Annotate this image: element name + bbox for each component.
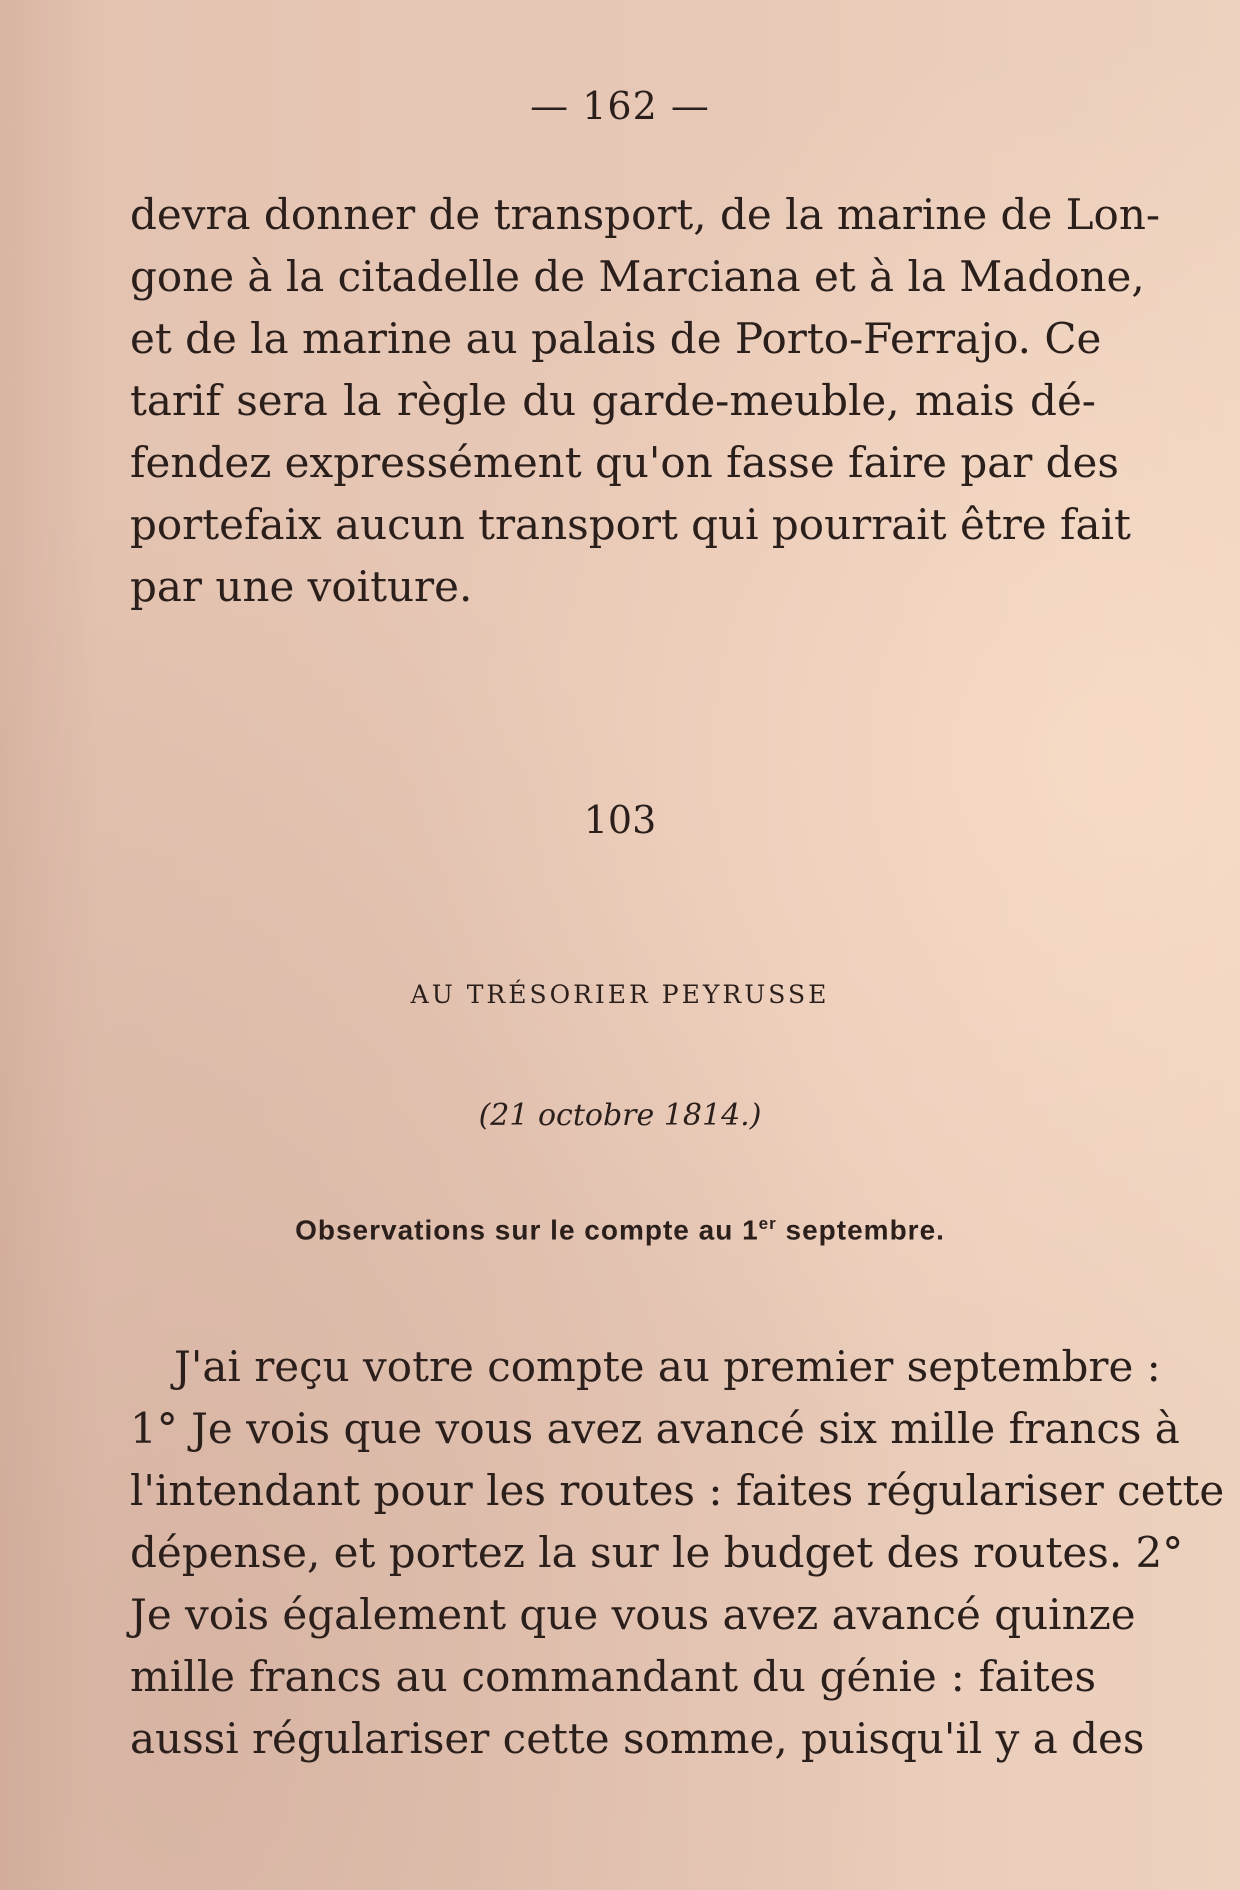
text-line: l'intendant pour les routes : faites régulariser cette (130, 1466, 1225, 1515)
text-line: fendez expressément qu'on fasse faire par des (130, 438, 1119, 487)
subject-ordinal: er (758, 1214, 777, 1233)
text-line: aussi régulariser cette somme, puisqu'il y a des (130, 1714, 1145, 1763)
continued-paragraph (130, 184, 1161, 618)
letter-subject (0, 1214, 1240, 1246)
letter-recipient: AU TRÉSORIER PEYRUSSE (410, 980, 830, 1009)
text-line: Je vois également que vous avez avancé quinze (130, 1590, 1136, 1639)
text-line: 1° Je vois que vous avez avancé six mille francs à (130, 1404, 1180, 1453)
text-line: et de la marine au palais de Porto-Ferrajo. Ce (130, 314, 1102, 363)
text-line: J'ai reçu votre compte au premier septembre : (174, 1342, 1161, 1391)
text-line: portefaix aucun transport qui pourrait être fait (130, 500, 1131, 549)
text-line: tarif sera la règle du garde-meuble, mais dé- (130, 376, 1096, 425)
text-line: par une voiture. (130, 562, 473, 611)
text-line: dépense, et portez la sur le budget des routes. 2° (130, 1528, 1184, 1577)
text-line: devra donner de transport, de la marine de Lon- (130, 190, 1161, 239)
subject-text-end: septembre. (776, 1214, 945, 1246)
text-line: mille francs au commandant du génie : faites (130, 1652, 1096, 1701)
letter-number: 103 (583, 798, 657, 842)
letter-date: (21 octobre 1814.) (478, 1098, 762, 1133)
page-number: — 162 — (530, 84, 710, 128)
letter-body-paragraph (130, 1336, 1225, 1770)
text-line: gone à la citadelle de Marciana et à la Madone, (130, 252, 1145, 301)
subject-text: Observations sur le compte au 1 (295, 1214, 759, 1246)
